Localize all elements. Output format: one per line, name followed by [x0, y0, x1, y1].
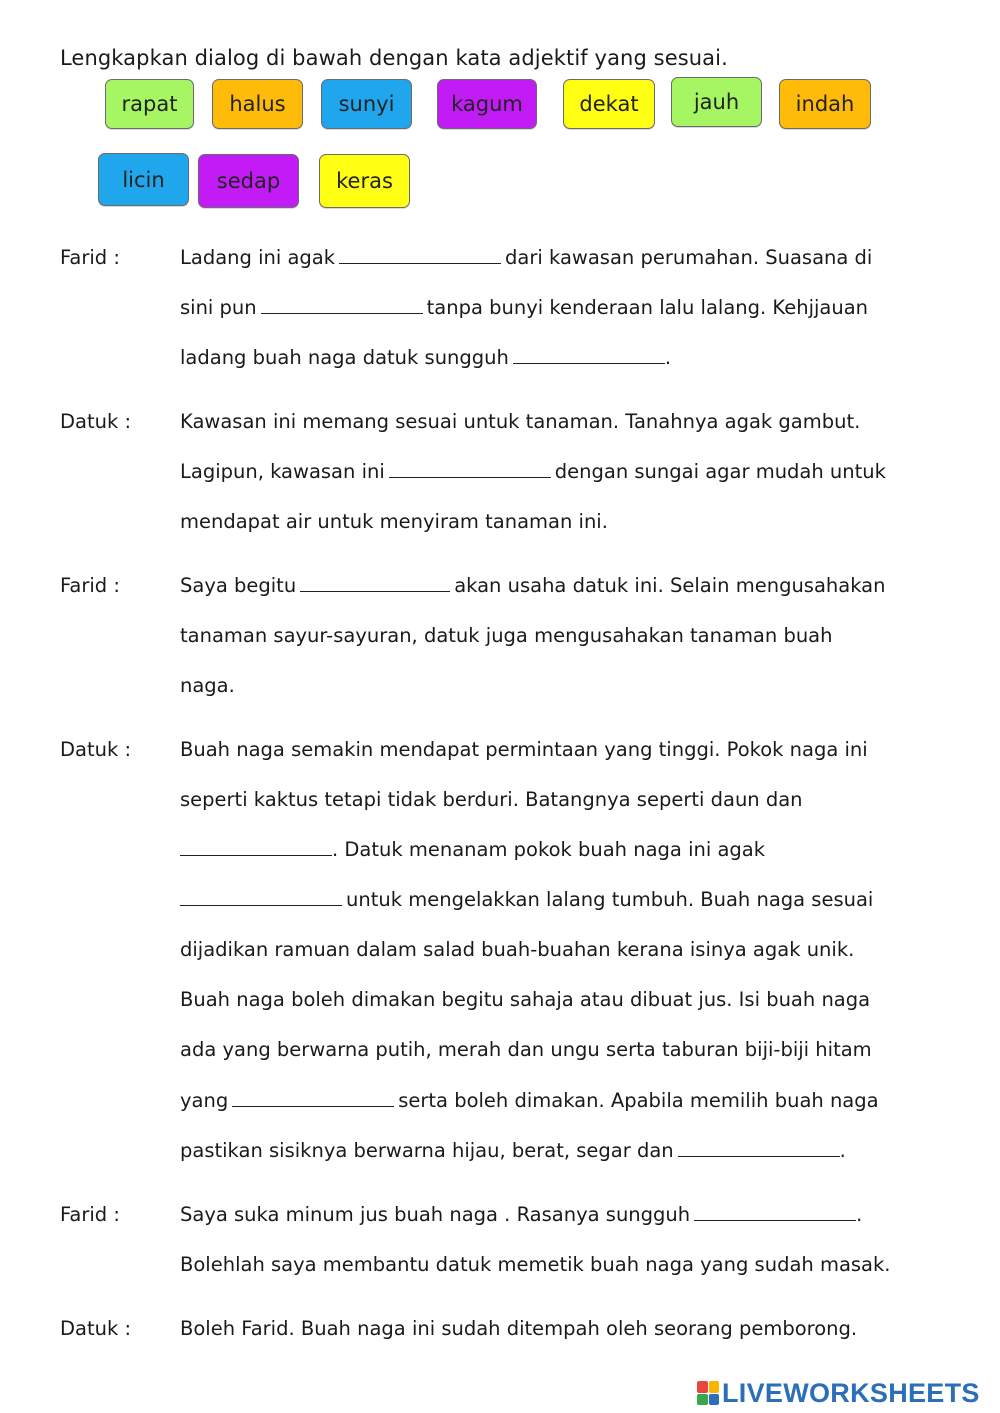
speaker-label: Farid : [60, 1203, 120, 1226]
word-chip-licin[interactable]: licin [98, 153, 189, 206]
dialog-line: untuk mengelakkan lalang tumbuh. Buah naga sesuai [180, 885, 873, 915]
speaker-label: Farid : [60, 574, 120, 597]
dialog-line: tanaman sayur-sayuran, datuk juga mengusahakan tanaman buah [180, 624, 833, 647]
dialog-line: Buah naga semakin mendapat permintaan yang tinggi. Pokok naga ini [180, 738, 868, 761]
speaker-label: Farid : [60, 246, 120, 269]
answer-blank[interactable] [180, 835, 332, 856]
word-chip-halus[interactable]: halus [212, 79, 303, 129]
dialog-line: Bolehlah saya membantu datuk memetik buah naga yang sudah masak. [180, 1253, 891, 1276]
answer-blank[interactable] [261, 293, 423, 314]
word-chip-keras[interactable]: keras [319, 154, 410, 208]
dialog-line: Boleh Farid. Buah naga ini sudah ditempah oleh seorang pemborong. [180, 1317, 858, 1340]
dialog-line: yang serta boleh dimakan. Apabila memilih buah naga [180, 1086, 879, 1116]
word-chip-sunyi[interactable]: sunyi [321, 79, 412, 129]
dialog-line: Saya suka minum jus buah naga . Rasanya sungguh . [180, 1200, 862, 1230]
answer-blank[interactable] [232, 1086, 394, 1107]
word-chip-indah[interactable]: indah [779, 79, 871, 129]
liveworksheets-watermark [697, 1378, 980, 1408]
dialog-line: Buah naga boleh dimakan begitu sahaja atau dibuat jus. Isi buah naga [180, 988, 871, 1011]
answer-blank[interactable] [389, 457, 551, 478]
dialog-line: mendapat air untuk menyiram tanaman ini. [180, 510, 608, 533]
dialog-line: Saya begitu akan usaha datuk ini. Selain mengusahakan [180, 571, 885, 601]
dialog-line: Ladang ini agak dari kawasan perumahan. Suasana di [180, 243, 872, 273]
dialog-line: ada yang berwarna putih, merah dan ungu serta taburan biji-biji hitam [180, 1038, 872, 1061]
answer-blank[interactable] [678, 1136, 840, 1157]
answer-blank[interactable] [694, 1200, 856, 1221]
dialog-line: Lagipun, kawasan ini dengan sungai agar mudah untuk [180, 457, 886, 487]
speaker-label: Datuk : [60, 1317, 132, 1340]
answer-blank[interactable] [513, 343, 665, 364]
dialog-line: seperti kaktus tetapi tidak berduri. Batangnya seperti daun dan [180, 788, 803, 811]
watermark-text: LIVEWORKSHEETS [722, 1377, 980, 1408]
speaker-label: Datuk : [60, 738, 132, 761]
dialog-line: dijadikan ramuan dalam salad buah-buahan kerana isinya agak unik. [180, 938, 855, 961]
dialog-line: pastikan sisiknya berwarna hijau, berat, segar dan . [180, 1136, 846, 1166]
answer-blank[interactable] [339, 243, 501, 264]
dialog-line: naga. [180, 674, 235, 697]
word-chip-kagum[interactable]: kagum [437, 79, 537, 129]
dialog-line: Kawasan ini memang sesuai untuk tanaman. Tanahnya agak gambut. [180, 410, 861, 433]
speaker-label: Datuk : [60, 410, 132, 433]
word-chip-rapat[interactable]: rapat [105, 79, 194, 129]
word-chip-dekat[interactable]: dekat [563, 79, 655, 129]
liveworksheets-logo-icon [697, 1381, 719, 1405]
dialog-line: ladang buah naga datuk sungguh . [180, 343, 671, 373]
answer-blank[interactable] [300, 571, 450, 592]
dialog-line: . Datuk menanam pokok buah naga ini agak [180, 835, 765, 865]
word-chip-sedap[interactable]: sedap [198, 154, 299, 208]
instruction-text: Lengkapkan dialog di bawah dengan kata adjektif yang sesuai. [60, 46, 728, 70]
dialog-line: sini pun tanpa bunyi kenderaan lalu lalang. Kehjjauan [180, 293, 868, 323]
answer-blank[interactable] [180, 885, 342, 906]
word-chip-jauh[interactable]: jauh [671, 77, 762, 127]
